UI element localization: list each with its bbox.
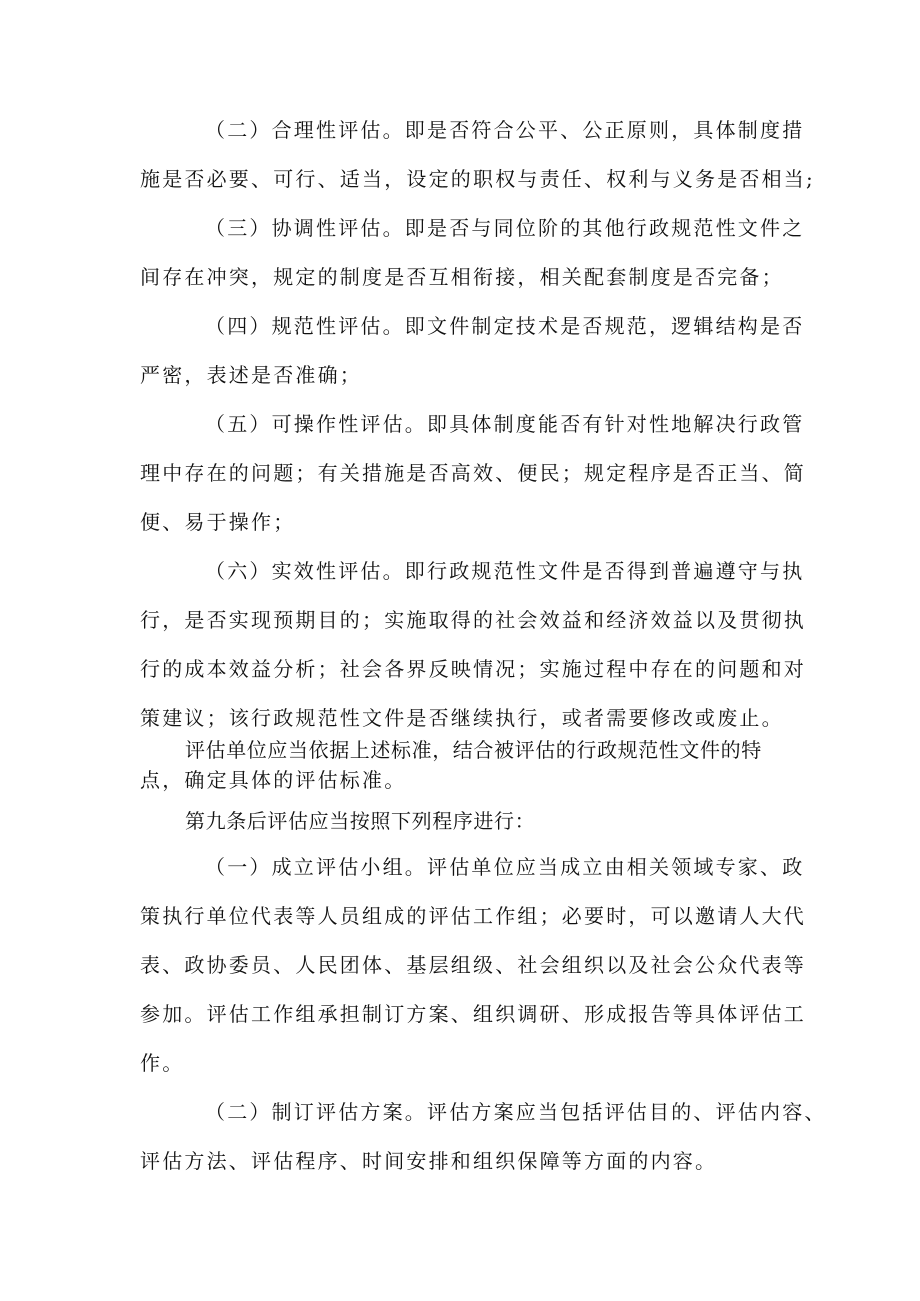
text-line: 行的成本效益分析；社会各界反映情况；实施过程中存在的问题和对 <box>140 657 806 681</box>
text-line: （六）实效性评估。即行政规范性文件是否得到普遍遵守与执 <box>205 559 805 583</box>
text-line: 策建议；该行政规范性文件是否继续执行，或者需要修改或废止。 <box>140 706 784 730</box>
text-line: 评估单位应当依据上述标准，结合被评估的行政规范性文件的特 <box>185 738 762 762</box>
text-line: （二）制订评估方案。评估方案应当包括评估目的、评估内容、 <box>205 1100 827 1124</box>
text-line: 表、政协委员、人民团体、基层组级、社会组织以及社会公众代表等 <box>140 953 806 977</box>
text-line: 行，是否实现预期目的；实施取得的社会效益和经济效益以及贯彻执 <box>140 608 806 632</box>
text-line: 参加。评估工作组承担制订方案、组织调研、形成报告等具体评估工 <box>140 1002 806 1026</box>
text-line: （五）可操作性评估。即具体制度能否有针对性地解决行政管 <box>205 412 805 436</box>
text-line: 点，确定具体的评估标准。 <box>140 768 407 792</box>
text-line: 策执行单位代表等人员组成的评估工作组；必要时，可以邀请人大代 <box>140 904 806 928</box>
text-line: 便、易于操作； <box>140 510 296 534</box>
text-line: 严密，表述是否准确； <box>140 363 362 387</box>
text-line: （三）协调性评估。即是否与同位阶的其他行政规范性文件之 <box>205 216 805 240</box>
text-line: 作。 <box>140 1051 185 1075</box>
text-line: 施是否必要、可行、适当，设定的职权与责任、权利与义务是否相当; <box>140 167 815 191</box>
text-line: （一）成立评估小组。评估单位应当成立由相关领域专家、政 <box>205 855 805 879</box>
text-line: 间存在冲突，规定的制度是否互相衔接，相关配套制度是否完备； <box>140 265 784 289</box>
text-line: （二）合理性评估。即是否符合公平、公正原则，具体制度措 <box>205 118 805 142</box>
text-line: 评估方法、评估程序、时间安排和组织保障等方面的内容。 <box>140 1149 718 1173</box>
text-line: 第九条后评估应当按照下列程序进行： <box>185 809 536 833</box>
text-line: （四）规范性评估。即文件制定技术是否规范，逻辑结构是否 <box>205 314 805 338</box>
text-line: 理中存在的问题；有关措施是否高效、便民；规定程序是否正当、简 <box>140 461 806 485</box>
